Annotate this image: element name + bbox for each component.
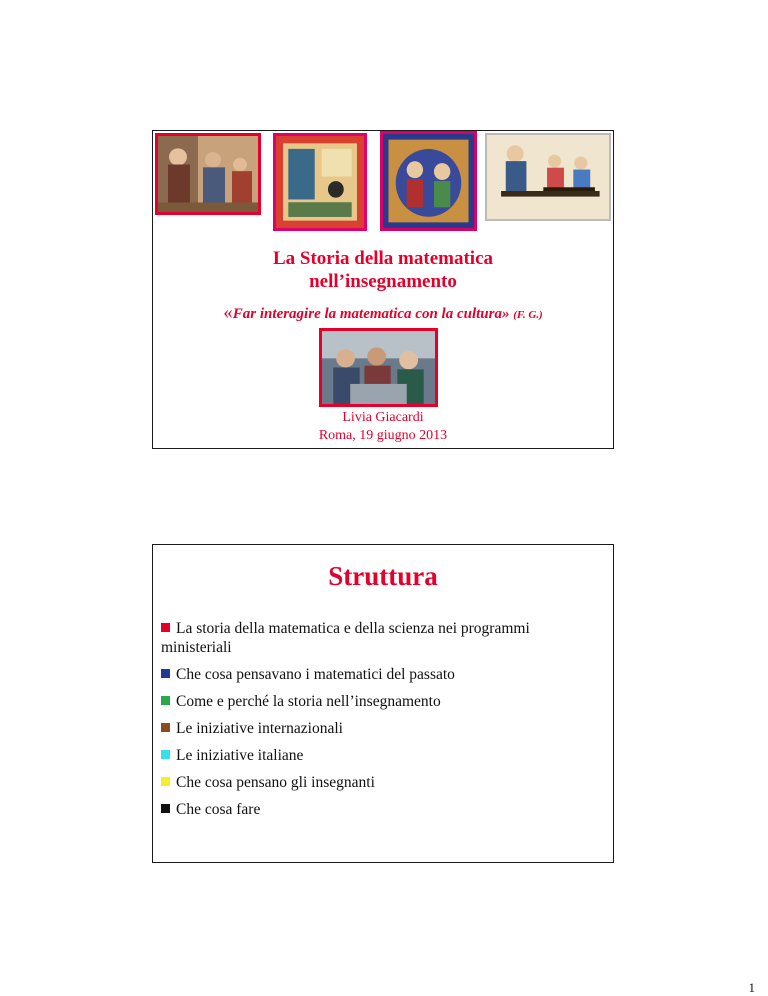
fresco-thumbnail <box>155 133 261 215</box>
author-name: Livia Giacardi <box>342 410 424 425</box>
subtitle-text: Far interagire la matematica con la cultura» <box>232 306 510 322</box>
list-item-text: La storia della matematica e della scienza nei programmi ministeriali <box>161 620 530 656</box>
page-number: 1 <box>748 980 755 995</box>
subtitle-open-quote: « <box>223 302 233 323</box>
list-item <box>161 619 601 657</box>
bullet-square-icon <box>161 696 170 705</box>
bullet-square-icon <box>161 750 170 759</box>
illuminated-letter-thumbnail <box>380 131 477 231</box>
bullet-square-icon <box>161 777 170 786</box>
subtitle-attribution: (F. G.) <box>513 309 543 321</box>
slide-2 <box>152 544 614 863</box>
list-item-text: Le iniziative internazionali <box>176 720 343 737</box>
bullet-square-icon <box>161 804 170 813</box>
list-item <box>161 719 601 738</box>
list-item <box>161 692 601 711</box>
list-item-text: Le iniziative italiane <box>176 747 304 764</box>
chinese-abacus-thumbnail <box>485 133 611 221</box>
outline-list <box>161 619 601 827</box>
list-item <box>161 800 601 819</box>
list-item <box>161 773 601 792</box>
slide-subtitle <box>153 302 613 324</box>
list-item-text: Che cosa pensano gli insegnanti <box>176 774 375 791</box>
list-item-text: Che cosa fare <box>176 801 261 818</box>
manuscript-thumbnail <box>273 133 367 231</box>
bullet-square-icon <box>161 723 170 732</box>
bullet-square-icon <box>161 623 170 632</box>
bullet-square-icon <box>161 669 170 678</box>
slide-title-line-2: nell’insegnamento <box>309 271 457 292</box>
list-item-text: Che cosa pensavano i matematici del passato <box>176 666 455 683</box>
list-item <box>161 665 601 684</box>
place-date: Roma, 19 giugno 2013 <box>318 428 448 443</box>
classroom-photo <box>319 328 438 407</box>
list-item <box>161 746 601 765</box>
slide-2-title: Struttura <box>328 561 438 591</box>
slide-1 <box>152 130 614 449</box>
slide-title-line-1: La Storia della matematica <box>272 248 494 269</box>
list-item-text: Come e perché la storia nell’insegnamento <box>176 693 441 710</box>
